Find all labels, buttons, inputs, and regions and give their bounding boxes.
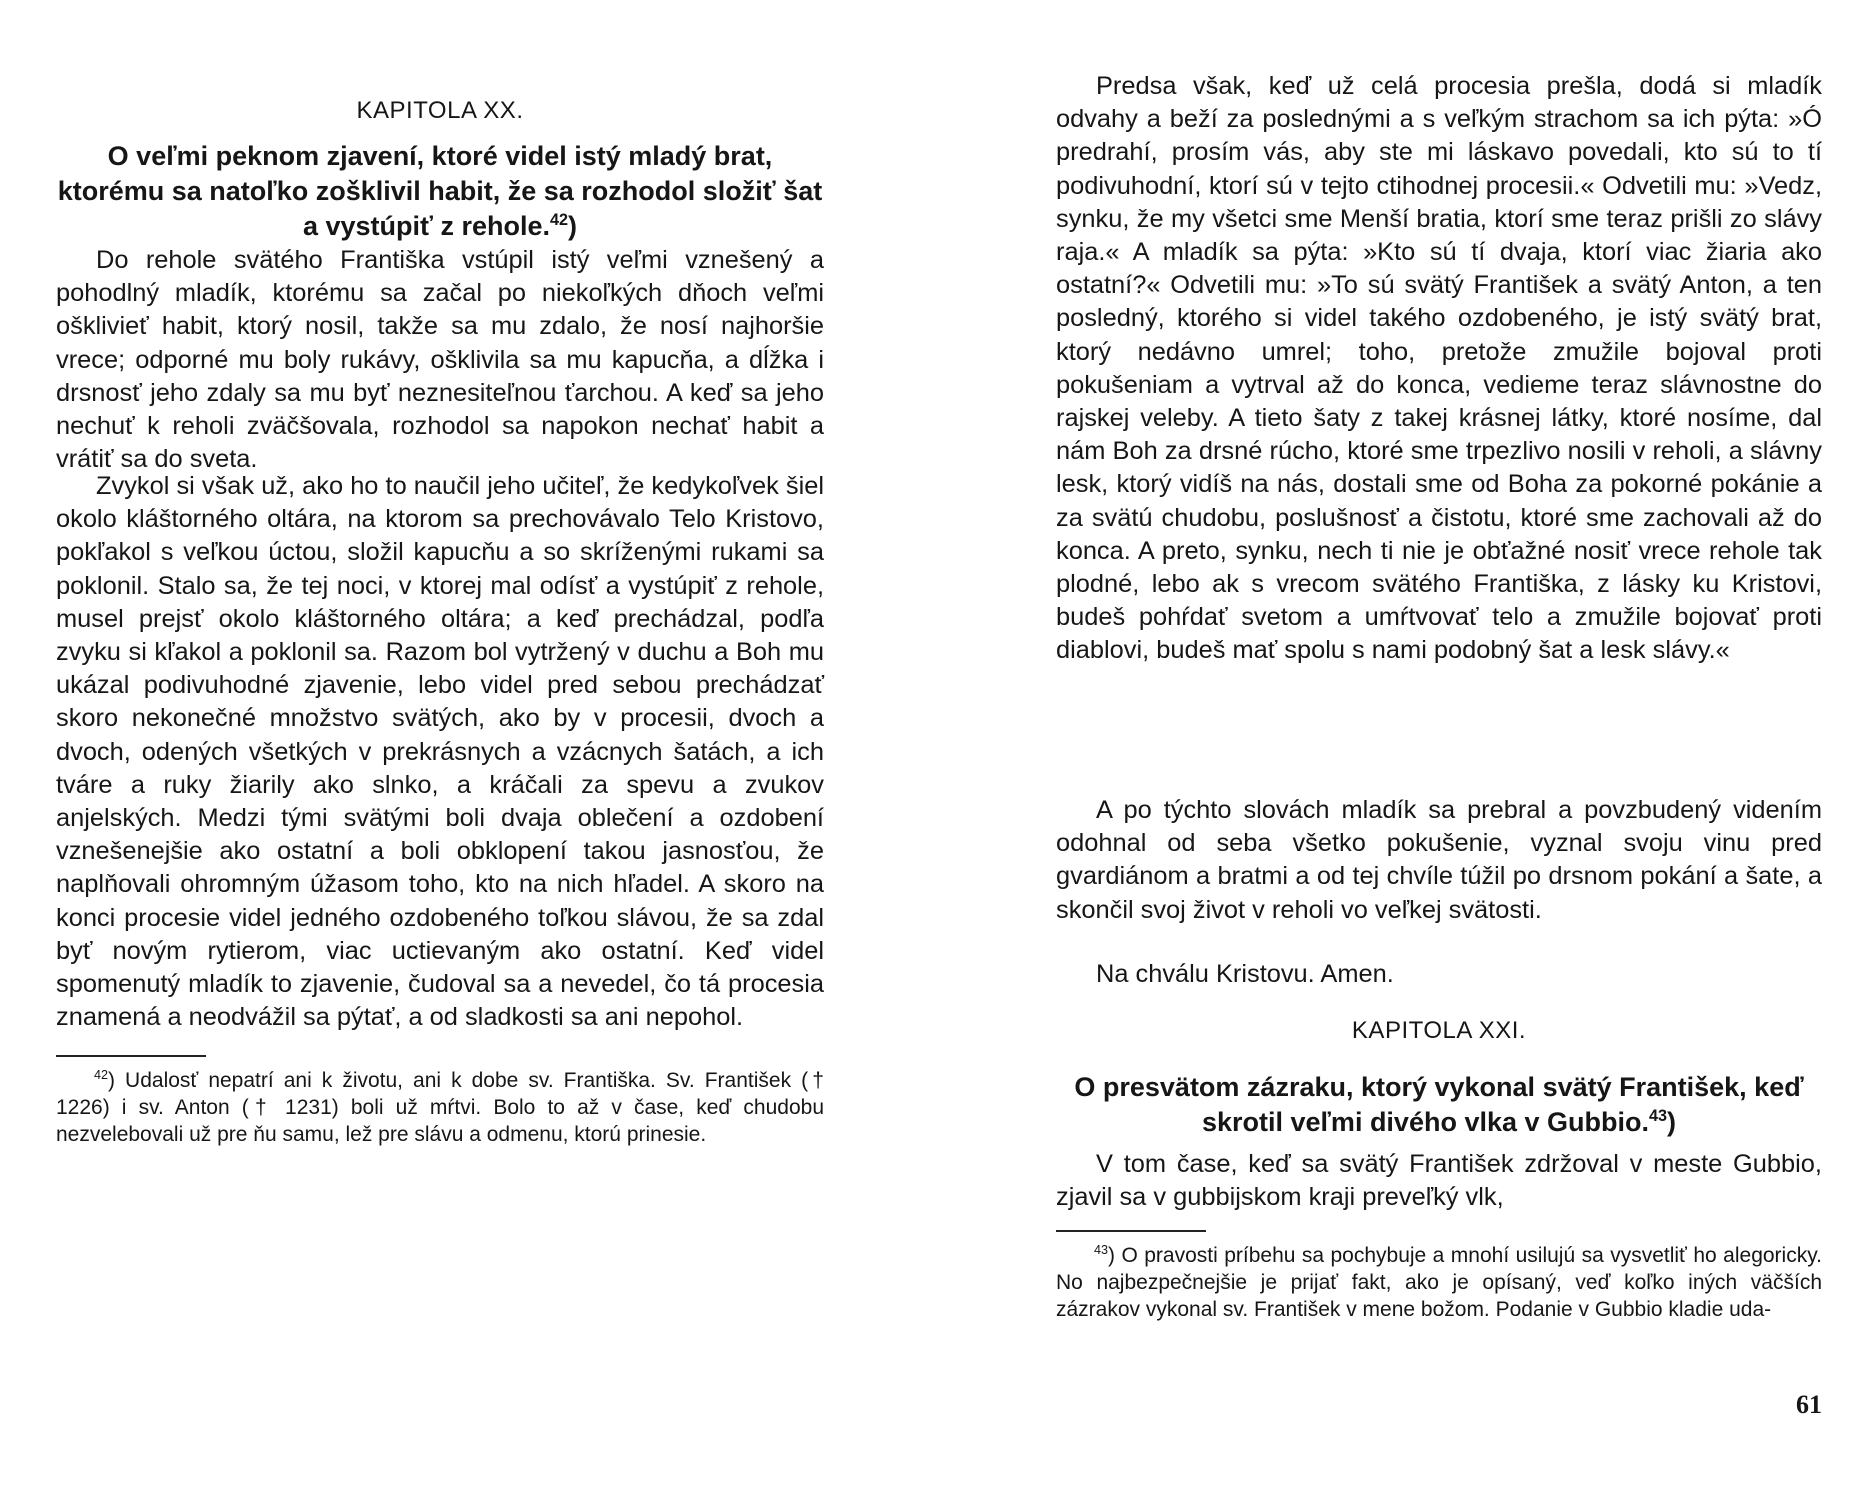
paragraph-3: Predsa však, keď už celá procesia prešla, dodá si mladík odvahy a beží za poslednými a s veľkým strachom sa ich pýta: »Ó predrahí, prosím vás, aby ste mi láskavo povedali, kto sú to tí podivuhodní, ktorí sú v tejto ctihodnej procesii.« Odvetili mu: »Vedz, synku, že my všetci sme Menší bratia, ktorí sme teraz prišli zo slávy raja.« A mladík sa pýta: »Kto sú tí dvaja, ktorí viac žiaria ako ostatní?« Odvetili mu: »To sú svätý František a svätý Anton, a ten posledný, ktorého si videl takého ozdobeného, je istý svätý brat, ktorý nedávno umrel; toho, pretože zmužile bojoval proti pokušeniam a vytrval až do konca, vedieme teraz slávnostne do rajskej veleby. A tieto šaty z takej krásnej látky, ktoré nosíme, dal nám Boh za drsné rúcho, ktoré sme trpezlivo nosili v reholi, a slávny lesk, ktorý vidíš na nás, dostali sme od Boha za pokorné pokánie a za svätú chudobu, poslušnosť a čistotu, ktoré sme zachovali až do konca. A preto, synku, nech ti nie je obťažné nosiť vrece rehole tak plodné, lebo ak s vrecom svätého Františka, z lásky ku Kristovi, budeš pohŕdať svetom a umŕtvovať telo a zmužile bojovať proti diablovi, budeš mať spolu s nami podobný šat a lesk slávy.« — [1056, 72, 1822, 665]
chapter-heading-xx: O veľmi peknom zjavení, ktoré videl istý mladý brat, ktorému sa natoľko zošklivil habit, že sa rozhodol složiť šat a vystúpiť z rehole.$^{42}$) — [57, 141, 823, 241]
paragraph-1: Do rehole svätého Františka vstúpil istý veľmi vznešený a pohodlný mladík, ktorému sa začal po niekoľkých dňoch veľmi ošklivieť habit, ktorý nosil, takže sa mu zdalo, že nosí najhoršie vrece; odporné mu boly rukávy, ošklivila sa mu kapucňa, a dĺžka i drsnosť jeho zdaly sa mu byť neznesiteľnou ťarchou. A keď sa jeho nechuť k reholi zväčšovala, rozhodol sa napokon nechať habit a vrátiť sa do sveta. — [56, 246, 824, 474]
heading-text: O presvätom zázraku, ktorý vykonal svätý František, keď skrotil veľmi divého vlka v Gubbio. — [1074, 1072, 1804, 1137]
paragraph-4: A po týchto slovách mladík sa prebral a povzbudený videním odohnal od seba všetko pokušenie, vyznal svoju vinu pred gvardiánom a bratmi a od tej chvíle túžil po drsnom pokání a šate, a skončil svoj život v reholi vo veľkej svätosti. — [1056, 796, 1822, 924]
chapter-heading-xxi: O presvätom zázraku, ktorý vykonal svätý František, keď skrotil veľmi divého vlka v Gubbio.$^{43}$) — [1074, 1072, 1804, 1137]
page-number: 61 — [1796, 1390, 1822, 1419]
chapter-title-xxi: KAPITOLA XXI. — [1351, 1017, 1527, 1044]
right-page — [1056, 0, 1822, 1500]
heading-text: O veľmi peknom zjavení, ktoré videl istý mladý brat, ktorému sa natoľko zošklivil habit, že sa rozhodol složiť šat a vystúpiť z rehole. — [57, 141, 823, 241]
heading-note-mark: 42 — [550, 211, 569, 229]
closing-line: Na chválu Kristovu. Amen. — [1096, 960, 1394, 988]
footnote-text: ) O pravosti príbehu sa pochybuje a mnohí usilujú sa vysvetliť ho alegoricky. No najbezpečnejšie je prijať fakt, ako je opísaný, veď koľko iných väčších zázrakov vykonal sv. František v mene božom. Podanie v Gubbio kladie uda- — [1056, 1244, 1822, 1321]
heading-note-mark: 43 — [1649, 1107, 1668, 1125]
footnote-mark: 42 — [94, 1068, 109, 1082]
paragraph-5: V tom čase, keď sa svätý František zdržoval v meste Gubbio, zjavil sa v gubbijskom kraji preveľký vlk, — [1056, 1150, 1822, 1212]
left-page — [56, 0, 824, 1500]
footnote-divider — [56, 1055, 206, 1057]
footnote-43 — [1056, 1242, 1822, 1323]
footnote-divider — [1056, 1230, 1206, 1232]
footnote-mark: 43 — [1094, 1243, 1109, 1257]
paragraph-2: Zvykol si však už, ako ho to naučil jeho učiteľ, že kedykoľvek šiel okolo kláštorného oltára, na ktorom sa prechovávalo Telo Kristovo, pokľakol s veľkou úctou, složil kapucňu a so skríženými rukami sa poklonil. Stalo sa, že tej noci, v ktorej mal odísť a vystúpiť z rehole, musel prejsť okolo kláštorného oltára; a keď prechádzal, podľa zvyku si kľakol a poklonil sa. Razom bol vytržený v duchu a Boh mu ukázal podivuhodné zjavenie, lebo videl pred sebou prechádzať skoro nekonečné množstvo svätých, ako by v procesii, dvoch a dvoch, odených všetkých v prekrásnych a vzácnych šatách, a ich tváre a ruky žiarily ako slnko, a kráčali za spevu a zvukov anjelských. Medzi tými svätými boli dvaja oblečení a ozdobení vznešenejšie ako ostatní a boli obklopení takou jasnosťou, že naplňovali ohromným úžasom toho, kto na nich hľadel. A skoro na konci procesie videl jedného ozdobeného toľkou slávou, že sa zdal byť novým rytierom, viac uctievaným ako ostatní. Keď videl spomenutý mladík to zjavenie, čudoval sa a nevedel, čo tá procesia znamená a neodvážil sa pýtať, a od sladkosti sa ani nepohol. — [56, 472, 824, 1032]
chapter-title-xx: KAPITOLA XX. — [356, 97, 524, 124]
footnote-42 — [56, 1067, 824, 1148]
footnote-text: ) Udalosť nepatrí ani k životu, ani k dobe sv. Františka. Sv. František († 1226) i sv. Anton († 1231) boli už mŕtvi. Bolo to až v čase, keď chudobu nezvelebovali už pre ňu samu, lež pre slávu a odmenu, ktorú prinesie. — [56, 1069, 824, 1146]
